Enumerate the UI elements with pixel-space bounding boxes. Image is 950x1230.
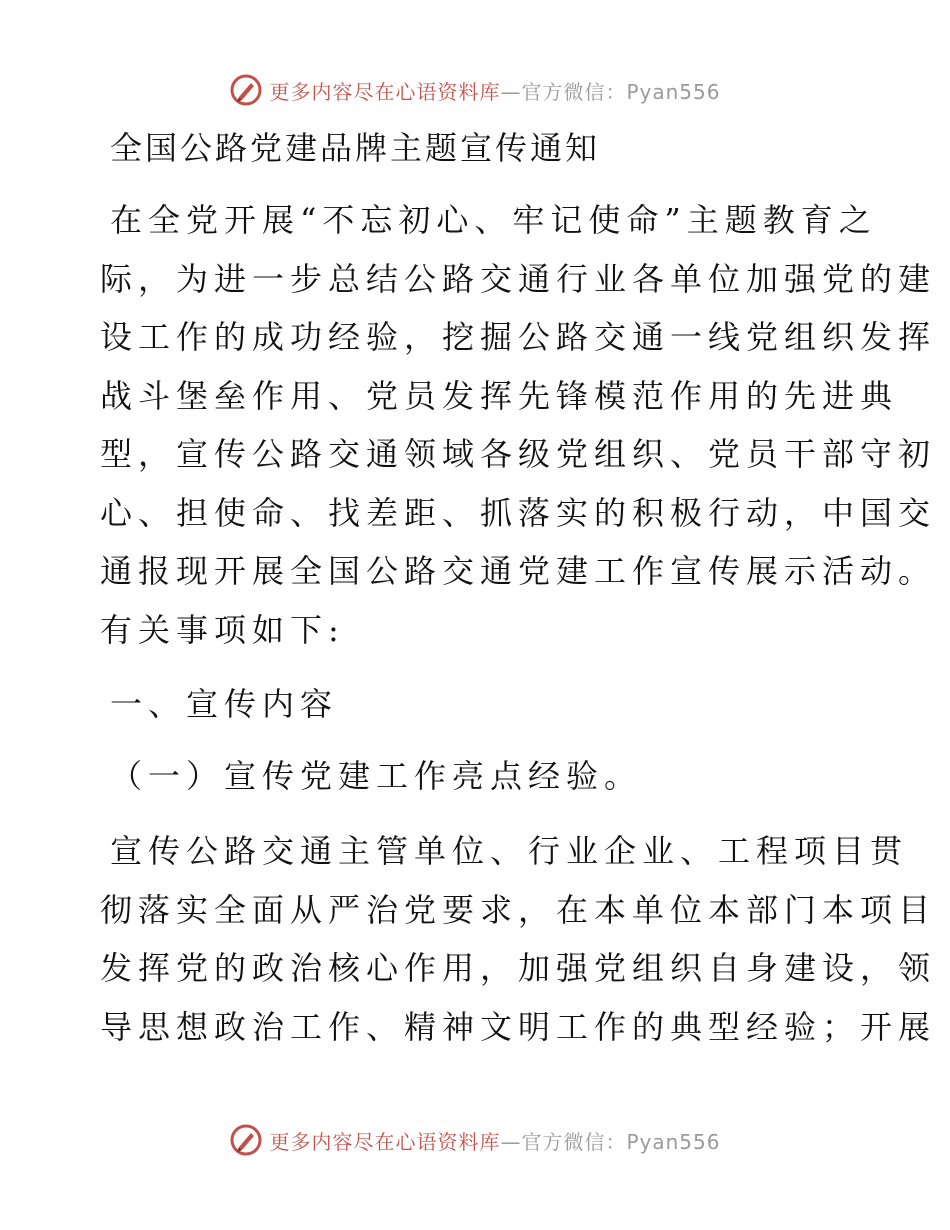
- paragraph-intro: [100, 191, 936, 659]
- pen-logo-icon: [229, 73, 263, 107]
- text-line: 彻落实全面从严治党要求，在本单位本部门本项目: [100, 890, 937, 929]
- header-watermark: [0, 70, 950, 110]
- text-line: 型，宣传公路交通领域各级党组织、党员干部守初: [100, 435, 937, 473]
- watermark-main-text: 更多内容尽在心语资料库: [269, 1129, 501, 1154]
- section-heading: 一、宣传内容: [110, 685, 339, 723]
- text-line: 宣传公路交通主管单位、行业企业、工程项目贯: [110, 832, 909, 870]
- pen-logo-icon: [229, 1123, 263, 1157]
- text-line: 有关事项如下:: [100, 610, 345, 649]
- text-line: 心、担使命、找差距、抓落实的积极行动，中国交: [100, 493, 937, 532]
- paragraph-content: [100, 822, 936, 1056]
- subsection-heading: （一）宣传党建工作亮点经验。: [110, 757, 643, 795]
- footer-watermark: [0, 1120, 950, 1160]
- text-line: 导思想政治工作、精神文明工作的典型经验；开展: [100, 1007, 937, 1046]
- text-line: 通报现开展全国公路交通党建工作宣传展示活动。: [100, 552, 937, 590]
- text-line: 在全党开展“不忘初心、牢记使命”主题教育之: [110, 201, 877, 239]
- document-title: 全国公路党建品牌主题宣传通知: [110, 129, 601, 167]
- watermark-main-text: 更多内容尽在心语资料库: [269, 79, 501, 104]
- watermark-tail-text: —官方微信：Pyan556: [500, 1129, 721, 1154]
- watermark-tail-text: —官方微信：Pyan556: [500, 79, 721, 104]
- text-line: 设工作的成功经验，挖掘公路交通一线党组织发挥: [100, 318, 937, 356]
- text-line: 发挥党的政治核心作用，加强党组织自身建设，领: [100, 949, 937, 987]
- text-line: 战斗堡垒作用、党员发挥先锋模范作用的先进典: [100, 376, 899, 415]
- text-line: 际，为进一步总结公路交通行业各单位加强党的建: [100, 259, 937, 298]
